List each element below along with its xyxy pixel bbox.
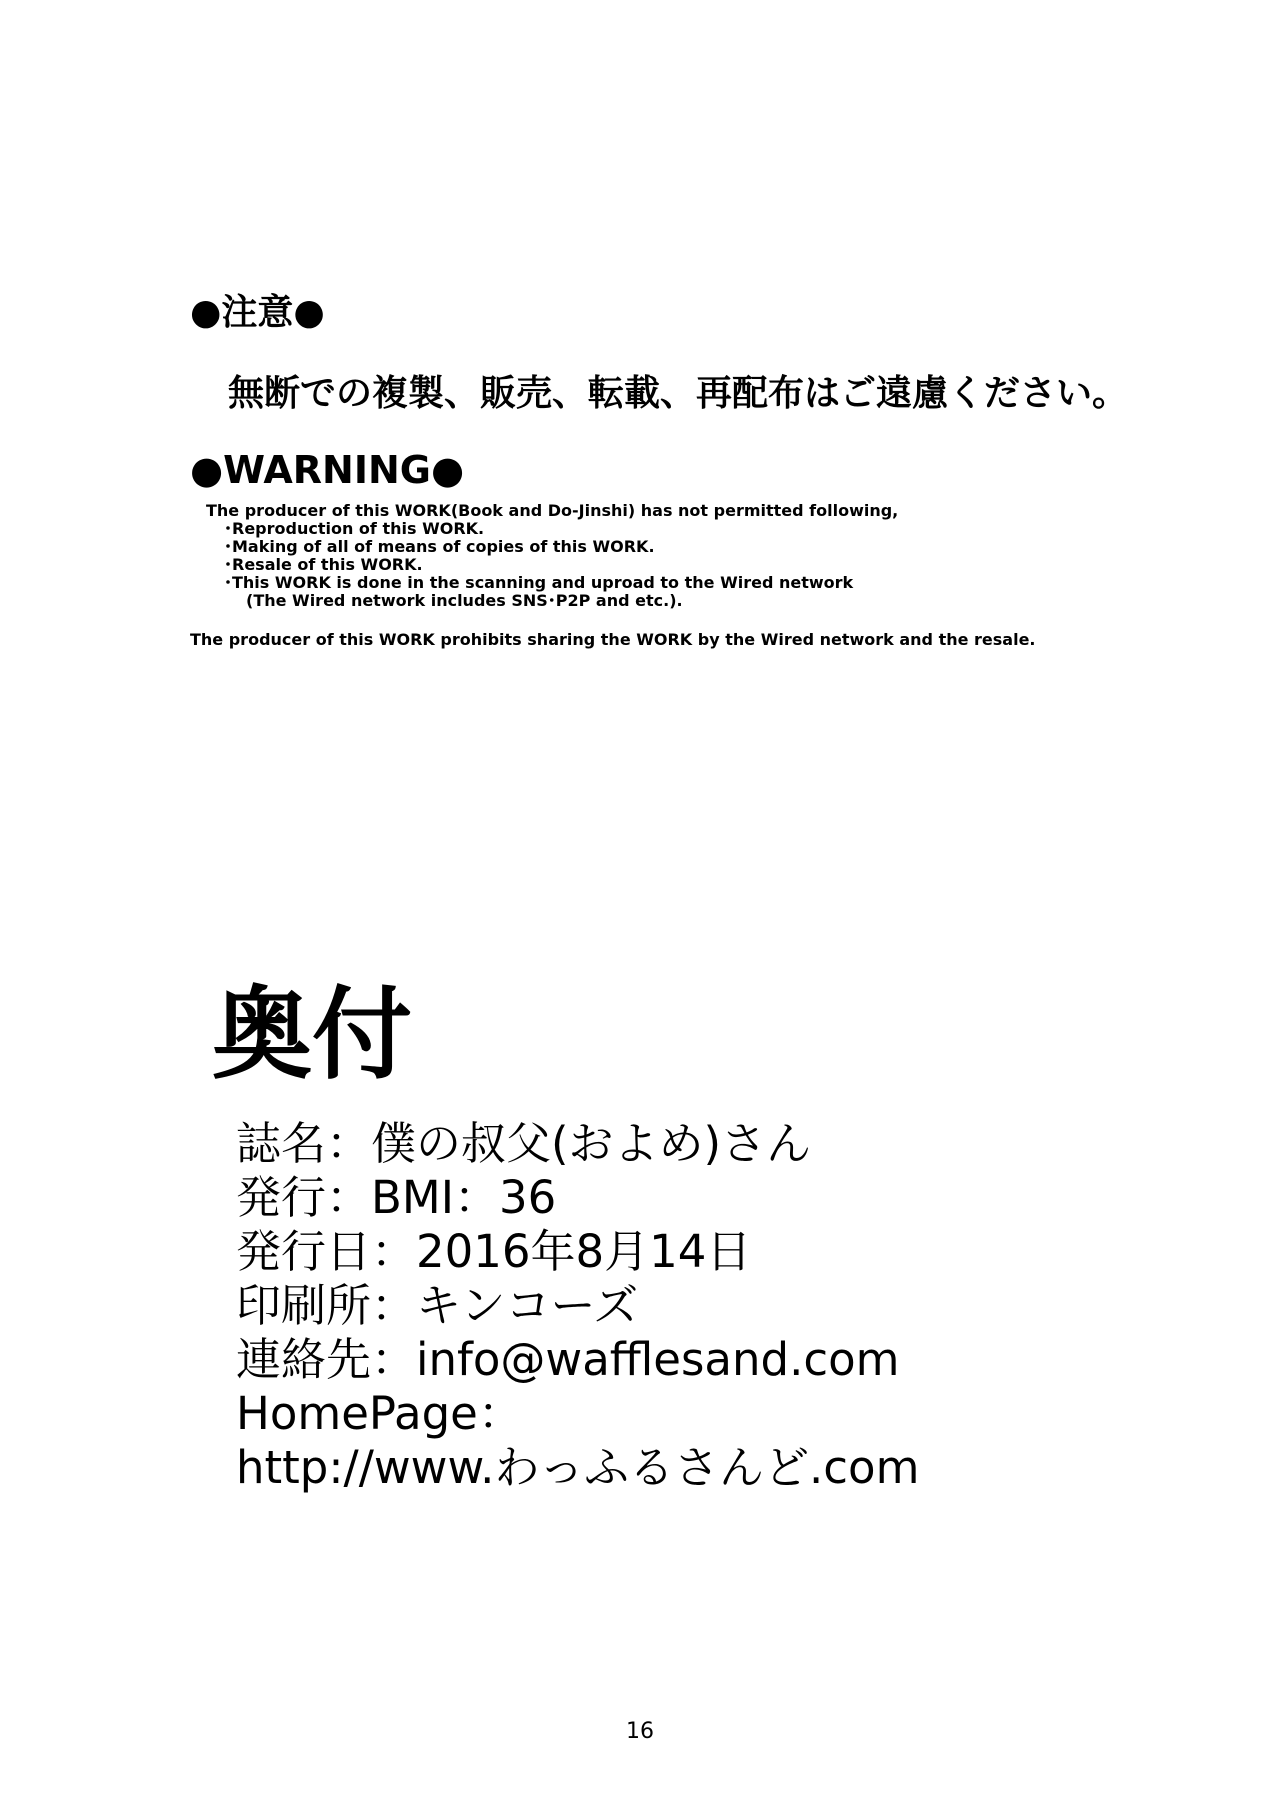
warning-line: ･Resale of this WORK.	[224, 555, 423, 574]
warning-line: ･Reproduction of this WORK.	[224, 519, 485, 538]
page-number: 16	[626, 1719, 654, 1744]
colophon-row-printer: 印刷所：キンコーズ	[236, 1279, 639, 1332]
colophon-title: 奥付	[212, 976, 412, 1093]
warning-line: The producer of this WORK(Book and Do-Jinshi) has not permitted following,	[206, 501, 899, 520]
colophon-row-publisher: 発行：BMI：36	[236, 1171, 557, 1224]
warning-line: ･This WORK is done in the scanning and uproad to the Wired network	[224, 573, 854, 592]
warning-body	[206, 502, 898, 610]
warning-line: (The Wired network includes SNS･P2P and etc.).	[246, 591, 683, 610]
colophon-list	[236, 1117, 919, 1495]
colophon-row-title: 誌名：僕の叔父(およめ)さん	[236, 1117, 812, 1170]
colophon-row-homepage-label: HomePage：	[236, 1387, 523, 1440]
colophon-row-date: 発行日：2016年8月14日	[236, 1225, 752, 1278]
notice-text: 無断での複製、販売、転載、再配布はご遠慮ください。	[228, 373, 1129, 414]
colophon-row-contact: 連絡先：info@wafflesand.com	[236, 1333, 900, 1386]
colophon-row-homepage-url: http://www.わっふるさんど.com	[236, 1441, 920, 1494]
notice-heading: ●注意●	[190, 292, 325, 333]
warning-footer: The producer of this WORK prohibits sharing the WORK by the Wired network and the resale.	[190, 630, 1036, 649]
warning-heading: ●WARNING●	[190, 448, 465, 492]
warning-line: ･Making of all of means of copies of this WORK.	[224, 537, 655, 556]
